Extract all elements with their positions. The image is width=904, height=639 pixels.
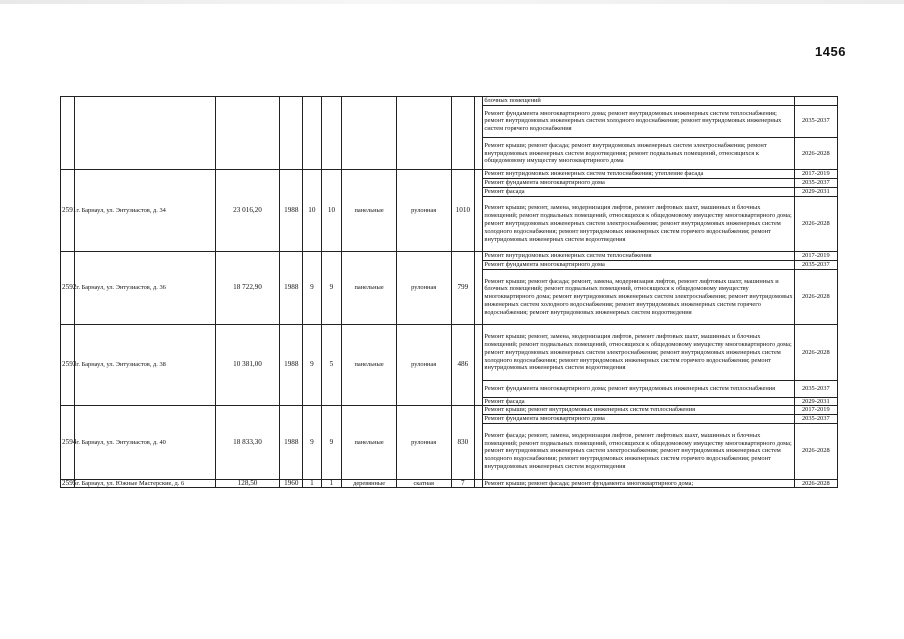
work-description: Ремонт внутридомовых инженерных систем теплоснабжения; утепление фасада bbox=[483, 170, 794, 179]
residents-count-text: 1010 bbox=[455, 205, 471, 214]
work-period: 2017-2019 bbox=[794, 170, 837, 179]
build-year bbox=[280, 406, 303, 479]
scan-edge-shadow bbox=[0, 0, 904, 4]
wall-material bbox=[342, 170, 397, 252]
table-row bbox=[61, 406, 838, 415]
roof-type-text: рулонная bbox=[411, 284, 437, 292]
total-area bbox=[215, 252, 280, 325]
work-description: Ремонт фундамента многоквартирного дома; ремонт внутридомовых инженерных систем теплоснабжения bbox=[483, 380, 794, 397]
house-address bbox=[75, 170, 215, 252]
roof-type-text: рулонная bbox=[411, 361, 437, 369]
total-area bbox=[215, 97, 280, 170]
row-number bbox=[61, 97, 75, 170]
work-period: 2035-2037 bbox=[794, 105, 837, 137]
wall-material bbox=[342, 479, 397, 488]
row-number-text: 2592 bbox=[62, 283, 77, 292]
row-number-text: 2591 bbox=[62, 205, 77, 214]
work-period: 2017-2019 bbox=[794, 406, 837, 415]
floors-count bbox=[303, 252, 322, 325]
entrances-count-text: 9 bbox=[329, 283, 334, 292]
floors-count bbox=[303, 170, 322, 252]
work-description: Ремонт крыши; ремонт фасада; ремонт, замена, модернизация лифтов, ремонт лифтовых шахт, машинных и блочных помещений; ремонт подвальных помещений, относящихся к общедомовому имуществу многоквартирного дома; ремонт внутридомовых инженерных систем электроснабжения; ремонт внутридомовых инженерных систем холодного водоснабжения; ремонт внутридомовых инженерных систем горячего водоснабжения; ремонт внутридомовых инженерных систем водоотведения bbox=[483, 269, 794, 325]
work-period: 2035-2037 bbox=[794, 178, 837, 187]
work-period bbox=[794, 97, 837, 106]
entrances-count-text: 9 bbox=[329, 437, 334, 446]
house-address-text: г. Барнаул, ул. Энтузиастов, д. 38 bbox=[76, 361, 166, 369]
house-address bbox=[75, 325, 215, 406]
house-address-text: г. Барнаул, ул. Энтузиастов, д. 36 bbox=[76, 284, 166, 292]
wall-material-text: панельные bbox=[354, 438, 384, 446]
work-description: Ремонт крыши; ремонт, замена, модернизация лифтов, ремонт лифтовых шахт, машинных и блочных помещений; ремонт подвальных помещений, относящихся к общедомовому имуществу многоквартирного дома; ремонт внутридомовых инженерных систем электроснабжения; ремонт внутридомовых инженерных систем холодного водоснабжения; ремонт внутридомовых инженерных систем горячего водоснабжения; ремонт внутридомовых инженерных систем водоотведения bbox=[483, 196, 794, 252]
work-period: 2029-2031 bbox=[794, 397, 837, 406]
wall-material-text: деревянные bbox=[353, 479, 386, 487]
total-area-text: 10 381,00 bbox=[233, 360, 262, 369]
wall-material bbox=[342, 406, 397, 479]
table-row bbox=[61, 252, 838, 261]
house-address bbox=[75, 406, 215, 479]
residents-count bbox=[451, 479, 475, 488]
residents-count-text: 7 bbox=[461, 478, 465, 487]
house-address-text: г. Барнаул, ул. Энтузиастов, д. 40 bbox=[76, 438, 166, 446]
row-number-text: 2593 bbox=[62, 360, 77, 369]
entrances-count bbox=[321, 479, 342, 488]
work-description: Ремонт фундамента многоквартирного дома bbox=[483, 260, 794, 269]
table-row bbox=[61, 479, 838, 488]
build-year-text: 1988 bbox=[284, 205, 299, 214]
house-address-text: г. Барнаул, ул. Южные Мастерские, д. 6 bbox=[76, 479, 185, 487]
house-address bbox=[75, 252, 215, 325]
residents-count bbox=[451, 170, 475, 252]
floors-count bbox=[303, 479, 322, 488]
wall-material-text: панельные bbox=[354, 284, 384, 292]
total-area-text: 18 833,30 bbox=[233, 437, 262, 446]
floors-count bbox=[303, 325, 322, 406]
residents-count-text: 799 bbox=[457, 283, 469, 292]
roof-type bbox=[396, 170, 451, 252]
roof-type bbox=[396, 252, 451, 325]
floors-count-text: 1 bbox=[310, 478, 314, 487]
build-year bbox=[280, 325, 303, 406]
roof-type bbox=[396, 479, 451, 488]
work-period: 2029-2031 bbox=[794, 187, 837, 196]
entrances-count bbox=[321, 252, 342, 325]
empty-column bbox=[475, 325, 483, 406]
row-number-text: 2594 bbox=[62, 437, 77, 446]
row-number-text: 2595 bbox=[62, 478, 77, 487]
residents-count bbox=[451, 406, 475, 479]
floors-count-text: 9 bbox=[310, 283, 314, 292]
entrances-count bbox=[321, 170, 342, 252]
floors-count bbox=[303, 406, 322, 479]
work-description: блочных помещений bbox=[483, 97, 794, 106]
work-period: 2017-2019 bbox=[794, 252, 837, 261]
work-period: 2026-2028 bbox=[794, 137, 837, 169]
empty-column bbox=[475, 170, 483, 252]
work-description: Ремонт крыши; ремонт фасада; ремонт фундамента многоквартирного дома; bbox=[483, 479, 794, 488]
roof-type bbox=[396, 406, 451, 479]
wall-material-text: панельные bbox=[354, 361, 384, 369]
table-row bbox=[61, 170, 838, 179]
build-year-text: 1988 bbox=[284, 437, 299, 446]
residents-count bbox=[451, 325, 475, 406]
wall-material bbox=[342, 97, 397, 170]
work-period: 2026-2028 bbox=[794, 479, 837, 488]
build-year bbox=[280, 252, 303, 325]
work-period: 2035-2037 bbox=[794, 380, 837, 397]
total-area bbox=[215, 406, 280, 479]
work-period: 2035-2037 bbox=[794, 415, 837, 424]
build-year-text: 1988 bbox=[284, 283, 299, 292]
house-address bbox=[75, 97, 215, 170]
row-number bbox=[61, 406, 75, 479]
build-year bbox=[280, 479, 303, 488]
empty-column bbox=[475, 97, 483, 170]
row-number bbox=[61, 170, 75, 252]
row-number bbox=[61, 252, 75, 325]
work-period: 2026-2028 bbox=[794, 423, 837, 479]
roof-type-text: рулонная bbox=[411, 438, 437, 446]
table-row bbox=[61, 97, 838, 106]
work-description: Ремонт крыши; ремонт фасада; ремонт внутридомовых инженерных систем электроснабжения; ремонт внутридомовых инженерных систем водоотведения; ремонт подвальных помещений, относящихся к общедомовому имуществу многоквартирного дома bbox=[483, 137, 794, 169]
floors-count bbox=[303, 97, 322, 170]
residents-count-text: 486 bbox=[457, 360, 469, 369]
build-year bbox=[280, 97, 303, 170]
total-area-text: 18 722,90 bbox=[233, 283, 262, 292]
build-year-text: 1960 bbox=[284, 478, 299, 487]
empty-column bbox=[475, 479, 483, 488]
work-description: Ремонт фундамента многоквартирного дома; ремонт внутридомовых инженерных систем теплоснабжения; ремонт внутридомовых инженерных систем холодного водоснабжения; ремонт внутридомовых инженерных систем горячего водоснабжения bbox=[483, 105, 794, 137]
entrances-count bbox=[321, 325, 342, 406]
entrances-count-text: 1 bbox=[329, 478, 334, 487]
work-period: 2026-2028 bbox=[794, 325, 837, 381]
table-row bbox=[61, 325, 838, 381]
work-description: Ремонт фундамента многоквартирного дома bbox=[483, 415, 794, 424]
row-number bbox=[61, 325, 75, 406]
entrances-count bbox=[321, 406, 342, 479]
residents-count bbox=[451, 252, 475, 325]
work-period: 2035-2037 bbox=[794, 260, 837, 269]
empty-column bbox=[475, 252, 483, 325]
roof-type-text: скатная bbox=[413, 479, 434, 487]
total-area bbox=[215, 479, 280, 488]
wall-material-text: панельные bbox=[354, 206, 384, 214]
build-year-text: 1988 bbox=[284, 360, 299, 369]
total-area bbox=[215, 325, 280, 406]
total-area-text: 128,50 bbox=[237, 478, 258, 487]
work-description: Ремонт фасада bbox=[483, 397, 794, 406]
floors-count-text: 9 bbox=[310, 360, 314, 369]
page-number: 1456 bbox=[815, 44, 846, 59]
work-description: Ремонт фундамента многоквартирного дома bbox=[483, 178, 794, 187]
repair-program-table bbox=[60, 96, 838, 488]
residents-count bbox=[451, 97, 475, 170]
empty-column bbox=[475, 406, 483, 479]
total-area bbox=[215, 170, 280, 252]
work-period: 2026-2028 bbox=[794, 196, 837, 252]
roof-type-text: рулонная bbox=[411, 206, 437, 214]
house-address-text: г. Барнаул, ул. Энтузиастов, д. 34 bbox=[76, 206, 166, 214]
total-area-text: 23 016,20 bbox=[233, 205, 262, 214]
roof-type bbox=[396, 97, 451, 170]
work-description: Ремонт внутридомовых инженерных систем теплоснабжения bbox=[483, 252, 794, 261]
build-year bbox=[280, 170, 303, 252]
entrances-count-text: 10 bbox=[327, 205, 336, 214]
wall-material bbox=[342, 252, 397, 325]
house-address bbox=[75, 479, 215, 488]
floors-count-text: 10 bbox=[308, 205, 316, 214]
entrances-count-text: 5 bbox=[329, 360, 334, 369]
work-period: 2026-2028 bbox=[794, 269, 837, 325]
work-description: Ремонт крыши; ремонт внутридомовых инженерных систем теплоснабжения bbox=[483, 406, 794, 415]
row-number bbox=[61, 479, 75, 488]
roof-type bbox=[396, 325, 451, 406]
floors-count-text: 9 bbox=[310, 437, 314, 446]
residents-count-text: 830 bbox=[457, 437, 469, 446]
work-description: Ремонт крыши; ремонт, замена, модернизация лифтов, ремонт лифтовых шахт, машинных и блочных помещений; ремонт подвальных помещений, относящихся к общедомовому имуществу многоквартирного дома; ремонт внутридомовых инженерных систем электроснабжения; ремонт внутридомовых инженерных систем холодного водоснабжения; ремонт внутридомовых инженерных систем горячего водоснабжения; ремонт внутридомовых инженерных систем водоотведения bbox=[483, 325, 794, 381]
wall-material bbox=[342, 325, 397, 406]
work-description: Ремонт фасада; ремонт, замена, модернизация лифтов, ремонт лифтовых шахт, машинных и блочных помещений; ремонт подвальных помещений, относящихся к общедомовому имуществу многоквартирного дома; ремонт внутридомовых инженерных систем электроснабжения; ремонт внутридомовых инженерных систем холодного водоснабжения; ремонт внутридомовых инженерных систем горячего водоснабжения; ремонт внутридомовых инженерных систем водоотведения bbox=[483, 423, 794, 479]
work-description: Ремонт фасада bbox=[483, 187, 794, 196]
entrances-count bbox=[321, 97, 342, 170]
